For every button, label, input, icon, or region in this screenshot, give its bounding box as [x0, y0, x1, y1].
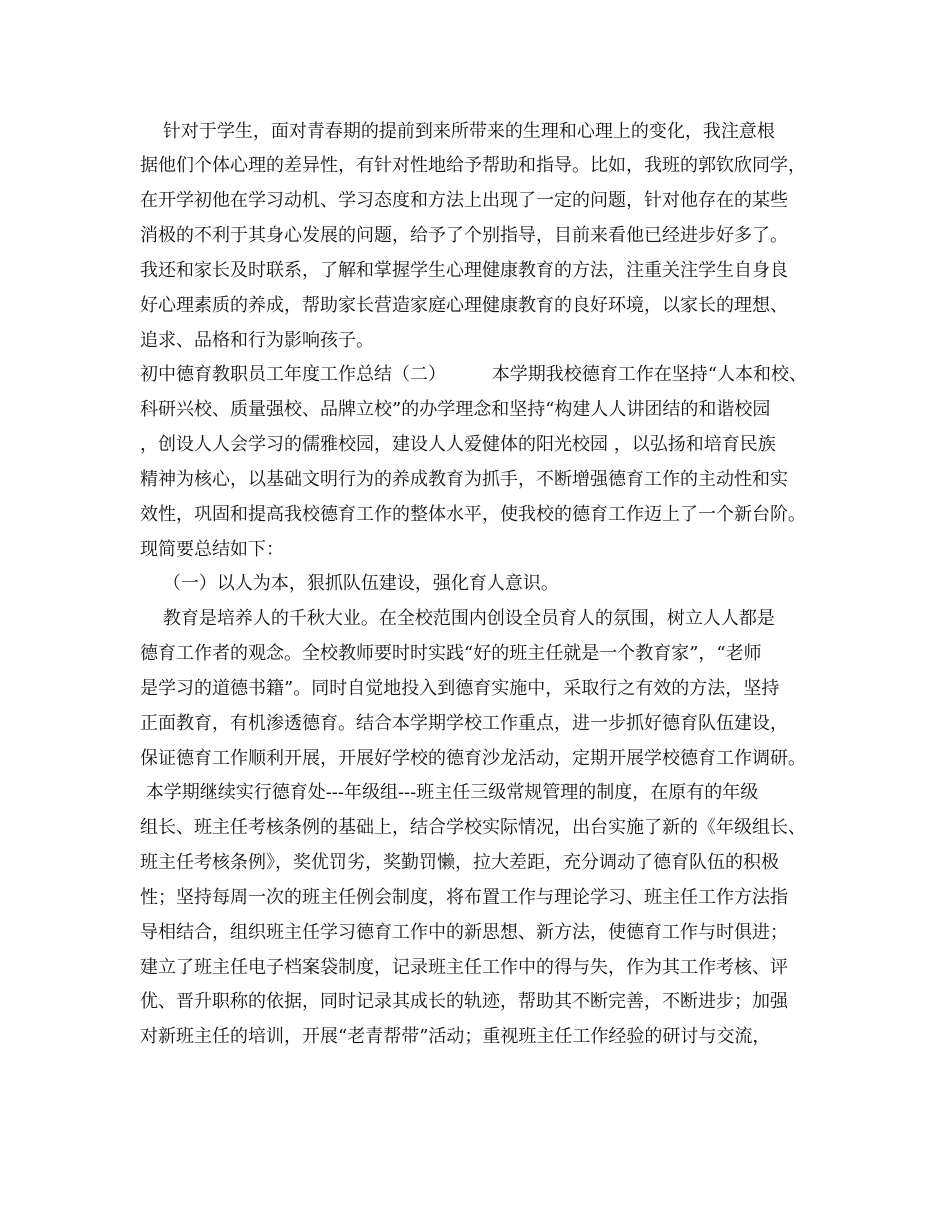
text-line: 建立了班主任电子档案袋制度，记录班主任工作中的得与失，作为其工作考核、评	[140, 957, 788, 978]
text-line: 本学期继续实行德育处---年级组---班主任三级常规管理的制度，在原有的年级	[140, 782, 759, 803]
text-line: ，创设人人会学习的儒雅校园，建设人人爱健体的阳光校园 ，以弘扬和培育民族	[140, 434, 776, 455]
text-line: 是学习的道德书籍”。同时自觉地投入到德育实施中，采取行之有效的方法，坚持	[140, 678, 780, 699]
text-line: 好心理素质的养成，帮助家长营造家庭心理健康教育的良好环境，以家长的理想、	[140, 295, 788, 316]
section-heading-line: 初中德育教职员工年度工作总结（二） 本学期我校德育工作在坚持“人本和校、	[140, 364, 807, 385]
subsection-heading-line: （一）以人为本，狠抓队伍建设，强化育人意识。	[140, 573, 559, 594]
text-line: 我还和家长及时联系，了解和掌握学生心理健康教育的方法，注重关注学生自身良	[140, 260, 788, 281]
text-line: 组长、班主任考核条例的基础上，结合学校实际情况，出台实施了新的《年级组长、	[140, 817, 806, 838]
text-line: 针对于学生，面对青春期的提前到来所带来的生理和心理上的变化，我注意根	[140, 121, 775, 142]
text-line: 保证德育工作顺利开展，开展好学校的德育沙龙活动，定期开展学校德育工作调研。	[140, 748, 806, 769]
text-line: 现简要总结如下：	[140, 539, 284, 560]
text-line: 导相结合，组织班主任学习德育工作中的新思想、新方法，使德育工作与时俱进；	[140, 922, 788, 943]
text-line: 性；坚持每周一次的班主任例会制度，将布置工作与理论学习、班主任工作方法指	[140, 887, 788, 908]
text-line: 班主任考核条例》，奖优罚劣，奖勤罚懒，拉大差距，充分调动了德育队伍的积极	[140, 852, 779, 873]
text-line: 消极的不利于其身心发展的问题，给予了个别指导，目前来看他已经进步好多了。	[140, 225, 788, 246]
text-line: 追求、品格和行为影响孩子。	[140, 330, 374, 351]
text-line: 据他们个体心理的差异性，有针对性地给予帮助和指导。比如，我班的郭钦欣同学，	[140, 155, 806, 176]
text-line: 在开学初他在学习动机、学习态度和方法上出现了一定的问题，针对他存在的某些	[140, 190, 788, 211]
text-line: 正面教育，有机渗透德育。结合本学期学校工作重点，进一步抓好德育队伍建设，	[140, 713, 788, 734]
text-line: 效性，巩固和提高我校德育工作的整体水平，使我校的德育工作迈上了一个新台阶。	[140, 504, 806, 525]
text-line: 对新班主任的培训，开展“老青帮带”活动；重视班主任工作经验的研讨与交流，	[140, 1026, 771, 1047]
text-line: 优、晋升职称的依据，同时记录其成长的轨迹，帮助其不断完善，不断进步；加强	[140, 991, 788, 1012]
text-line: 科研兴校、质量强校、品牌立校”的办学理念和坚持“构建人人讲团结的和谐校园	[140, 399, 771, 420]
text-line: 精神为核心，以基础文明行为的养成教育为抓手，不断增强德育工作的主动性和实	[140, 469, 788, 490]
text-line: 德育工作者的观念。全校教师要时时实践“好的班主任就是一个教育家”，“老师	[140, 643, 762, 664]
text-line: 教育是培养人的千秋大业。在全校范围内创设全员育人的氛围，树立人人都是	[140, 608, 775, 629]
